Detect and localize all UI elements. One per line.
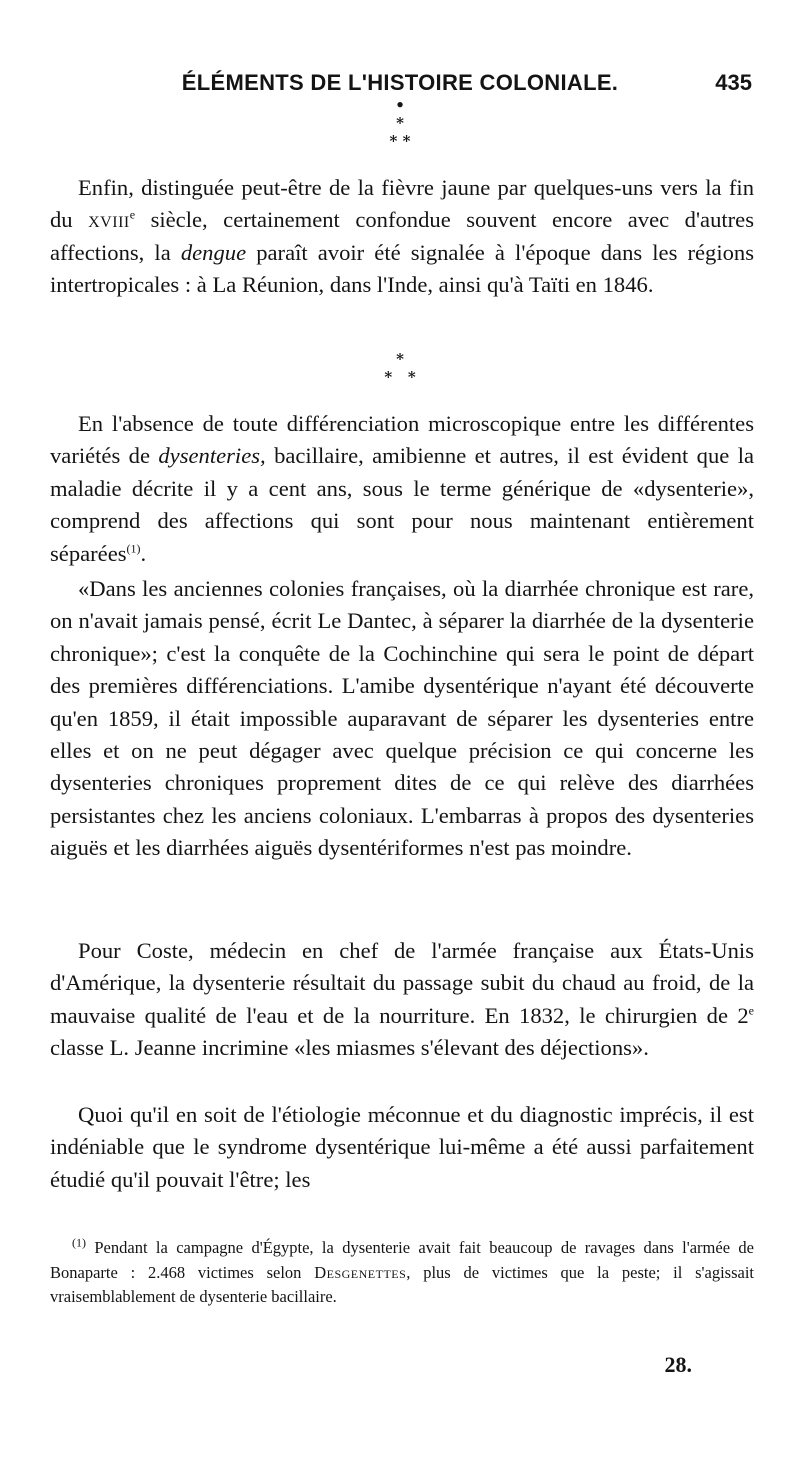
separator-dot: • bbox=[395, 96, 405, 114]
paragraph-dengue: Enfin, distinguée peut-être de la fièvre jaune par quelques-uns vers la fin du xviii$^e$ siècle, certainement confondue souvent encore avec d'autres affections, la dengue paraît avoir été signalée à l'époque dans les régions intertropicales : à La Réunion, dans l'Inde, ainsi qu'à Taïti en 1846. bbox=[50, 175, 754, 298]
footnote-marker: (1) bbox=[72, 1235, 86, 1250]
footnote: $^{(1)}$ Pendant la campagne d'Égypte, la dysenterie avait fait beaucoup de ravages dans l'armée de Bonaparte : 2.468 victimes selon Desgenettes, plus de victimes que la peste; il s'agissait vraisemblablement de dysenterie bacillaire. bbox=[50, 1235, 754, 1306]
signature-mark: 28. bbox=[664, 1352, 692, 1377]
paragraph-le-dantec: «Dans les anciennes colonies françaises, où la diarrhée chronique est rare, on n'avait jamais pensé, écrit Le Dantec, à séparer la diarrhée de la dysenterie chronique»; c'est la conquête de la Cochinchine qui sera le point de départ des premières différenciations. L'amibe dysentérique n'ayant été découverte qu'en 1859, il était impossible auparavant de séparer les dysenteries entre elles et on ne peut dégager avec quelque précision ce qui concerne les dysenteries chroniques proprement dites de ce qui relève des diarrhées persistantes chez les anciens coloniaux. L'embarras à propos des dysenteries aiguës et les diarrhées aiguës dysentériformes n'est pas moindre. bbox=[50, 576, 754, 861]
separator-star: * bbox=[396, 114, 404, 132]
running-title: ÉLÉMENTS DE L'HISTOIRE COLONIALE. bbox=[181, 70, 619, 95]
italic-term: dysenteries, bbox=[158, 443, 266, 469]
footnote-author: Desgenettes bbox=[314, 1262, 407, 1282]
century-superscript: e bbox=[129, 207, 136, 222]
century-numeral: xviii bbox=[88, 207, 130, 233]
separator-stars: * * bbox=[389, 132, 411, 150]
paragraph-dysenteries: En l'absence de toute différenciation microscopique entre les différentes variétés de dysenteries, bacillaire, amibienne et autres, il est évident que la maladie décrite il y a cent ans, sous le terme générique de «dysenterie», comprend des affections qui sont pour nous maintenant entièrement séparées$^{(1)}$. bbox=[50, 411, 754, 566]
italic-term: dengue bbox=[180, 239, 247, 265]
footnote-reference: (1) bbox=[126, 541, 141, 556]
separator-stars: * * bbox=[384, 368, 416, 386]
paragraph-coste: Pour Coste, médecin en chef de l'armée française aux États-Unis d'Amérique, la dysenterie résultait du passage subit du chaud au froid, de la mauvaise qualité de l'eau et de la nourriture. En 1832, le chirurgien de 2e classe L. Jeanne incrimine «les miasmes s'élevant des déjections». bbox=[50, 938, 754, 1061]
page-number: 435 bbox=[715, 70, 752, 95]
ordinal-superscript: e bbox=[748, 1003, 754, 1018]
section-separator-2 bbox=[0, 350, 800, 386]
paragraph-etiology: Quoi qu'il en soit de l'étiologie méconnue et du diagnostic imprécis, il est indéniable que le syndrome dysentérique lui-même a été aussi parfaitement étudié qu'il pouvait l'être; les bbox=[50, 1102, 754, 1192]
section-separator-1 bbox=[0, 96, 800, 150]
separator-star: * bbox=[396, 350, 404, 368]
